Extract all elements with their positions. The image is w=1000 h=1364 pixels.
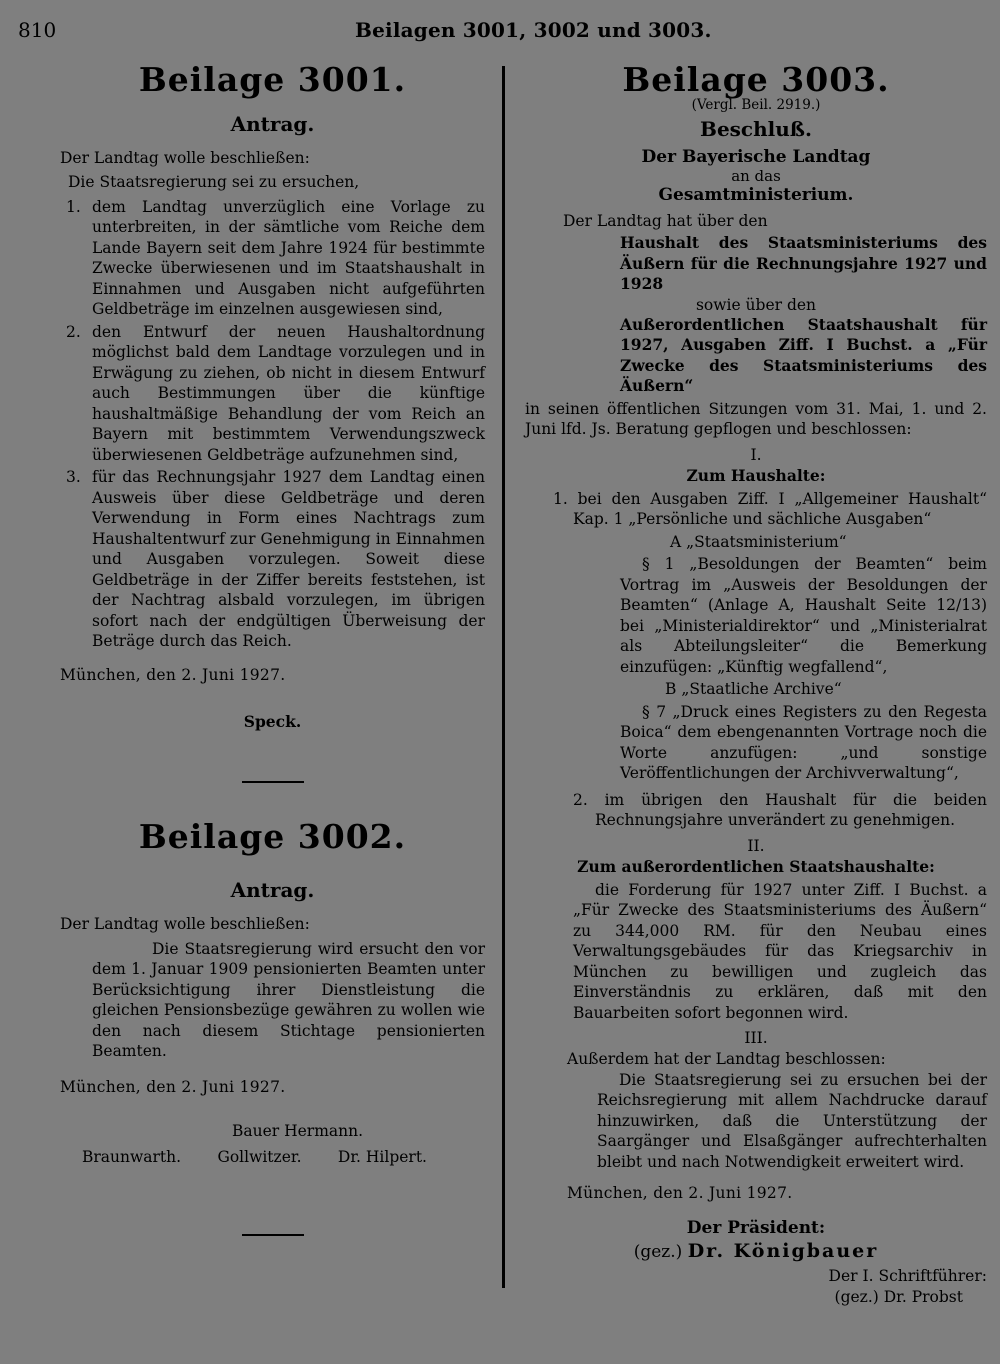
beilage-3003-item-1: 1. bei den Ausgaben Ziff. I „Allgemeiner Haushalt“ Kap. 1 „Persönliche und sächliche Ausgaben“ [553, 489, 987, 529]
section-number: II. [747, 836, 765, 855]
beilage-3002-signers [60, 1148, 485, 1166]
section-number: I. [750, 445, 762, 464]
secretary-signature: (gez.) Dr. Probst [834, 1288, 963, 1307]
beilage-3003-section-2-text: die Forderung für 1927 unter Ziff. I Buchst. a „Für Zwecke des Staatsministeriums des Äußern“ zu 344,000 RM. für den Neubau eines Verwaltungsgebäudes für das Kriegsarchiv in München zu bewilligen und zugleich das Einverständnis zu erklären, daß mit den Bauarbeiten sofort begonnen wird. [573, 880, 987, 1022]
beilage-3003-from: Der Bayerische Landtag [641, 146, 871, 167]
list-item: 1. dem Landtag unverzüglich eine Vorlage zu unterbreiten, in der sämtliche vom Reiche dem Lande Bayern seit dem Jahre 1924 für bestimmte Zwecke überwiesenen und im Staatshaushalt in Einnahmen und Ausgaben nicht aufgeführten Geldbeträge im einzelnen ausgewiesen sind, [66, 197, 485, 319]
beilage-3003-an-das: an das [731, 166, 781, 185]
beilage-3002 [60, 817, 485, 1236]
section-rule [242, 1234, 304, 1236]
list-item: 3. für das Rechnungsjahr 1927 dem Landtag einen Ausweis über diese Geldbeträge und deren Verwendung in Form eines Nachtrags zum Haushaltentwurf zur Genehmigung in Einnahmen und Ausgaben vorzulegen. Soweit diese Geldbeträge in der Ziffer bereits feststehen, ist der Nachtrag alsbald vorzulegen, im übrigen sofort nach der endgültigen Überweisung der Beträge durch das Reich. [66, 468, 485, 651]
beilage-3003-to: Gesamtministerium. [658, 184, 854, 205]
beilage-3003-para-1: § 1 „Besoldungen der Beamten“ beim Vortrag im „Ausweis der Besoldungen der Beamten“ (Anlage A, Haushalt Seite 12/13) bei „Ministerialdirektor“ und „Ministerialrat als Abteilungsleiter“ die Bemerkung einzufügen: „Künftig wegfallend“, [620, 555, 987, 676]
beilage-3003-reference: (Vergl. Beil. 2919.) [691, 96, 821, 113]
beilage-3003-sowie: sowie über den [695, 295, 817, 314]
signer-name: Dr. Hilpert. [337, 1147, 427, 1166]
beilage-3003-sub-a: A „Staatsministerium“ [670, 532, 847, 551]
beilage-3002-title: Beilage 3002. [138, 816, 407, 856]
list-item: 2. den Entwurf der neuen Haushaltordnung möglichst bald dem Landtage vorzulegen und in Erwägung zu ziehen, ob nicht in diesem Entwurf auch Bestimmungen über die künftige haushaltmäßige Behandlung der vom Reich an Bayern mit bestimmtem Verwendungszweck überwiesenen Geldbeträge aufzunehmen sind, [66, 322, 485, 464]
section-title: Zum außerordentlichen Staatshaushalte: [577, 856, 935, 876]
beilage-3001 [60, 60, 485, 783]
signer-name: Gollwitzer. [217, 1147, 302, 1166]
president-title: Der Präsident: [686, 1218, 826, 1239]
beilage-3003-section-3-text: Die Staatsregierung sei zu ersuchen bei der Reichsregierung mit allem Nachdrucke darauf hinzuwirken, daß die Unterstützung der Saargänger und Elsaßgänger aufrechterhalten bleibt und nach Notwendigkeit erweitert wird. [597, 1070, 987, 1171]
column-divider [502, 66, 505, 1288]
beilage-3003-sitzungen: in seinen öffentlichen Sitzungen vom 31. Mai, 1. und 2. Juni lfd. Js. Beratung gepflogen und beschlossen: [525, 399, 987, 439]
beilage-3003-section-3-intro: Außerdem hat der Landtag beschlossen: [567, 1050, 886, 1069]
beilage-3002-signer-main: Bauer Hermann. [231, 1121, 364, 1140]
beilage-3002-intro: Der Landtag wolle beschließen: [60, 915, 310, 934]
beilage-3002-body: Die Staatsregierung wird ersucht den vor dem 1. Januar 1909 pensionierten Beamten unter Berücksichtigung ihrer Dienstleistung die gleichen Pensionsbezüge gewähren zu wollen wie den nach diesem Stichtage pensionierten Beamten. [92, 939, 485, 1061]
section-rule [242, 781, 304, 783]
beilage-3003-haushalt: Haushalt des Staatsministeriums des Äußern für die Rechnungsjahre 1927 und 1928 [620, 233, 987, 294]
beilage-3001-list [60, 197, 485, 652]
beilage-3002-date: München, den 2. Juni 1927. [60, 1077, 286, 1096]
beilage-3001-lead: Die Staatsregierung sei zu ersuchen, [68, 173, 360, 192]
beilage-3001-intro: Der Landtag wolle beschließen: [60, 148, 310, 167]
president-signature: (gez.) Dr. Königbauer [633, 1240, 879, 1263]
beilage-3003-ausserordentlich: Außerordentlichen Staatshaushalt für 1927, Ausgaben Ziff. I Buchst. a „Für Zwecke des Staatsministeriums des Äußern“ [620, 314, 987, 396]
beilage-3001-signer: Speck. [243, 711, 302, 731]
running-header: Beilagen 3001, 3002 und 3003. [355, 18, 712, 42]
page-number: 810 [18, 18, 57, 42]
left-column [60, 56, 485, 1236]
beilage-3003-intro: Der Landtag hat über den [563, 211, 768, 230]
section-title: Zum Haushalte: [686, 465, 826, 485]
beilage-3003-heading: Beschluß. [700, 116, 812, 141]
section-number: III. [744, 1029, 768, 1048]
right-column [525, 56, 987, 1308]
signer-name: Braunwarth. [82, 1147, 182, 1166]
beilage-3001-title: Beilage 3001. [138, 60, 407, 99]
beilage-3003-date: München, den 2. Juni 1927. [567, 1184, 793, 1203]
beilage-3003-item-2: 2. im übrigen den Haushalt für die beiden Rechnungsjahre unverändert zu genehmigen. [573, 790, 987, 830]
beilage-3003-sub-b: B „Staatliche Archive“ [665, 680, 842, 699]
beilage-3003-title: Beilage 3003. [622, 60, 890, 99]
beilage-3002-heading: Antrag. [230, 878, 315, 903]
beilage-3001-date: München, den 2. Juni 1927. [60, 665, 286, 684]
secretary-title: Der I. Schriftführer: [828, 1267, 987, 1286]
beilage-3003 [525, 60, 987, 1308]
beilage-3001-heading: Antrag. [230, 111, 315, 136]
beilage-3003-para-7: § 7 „Druck eines Registers zu den Regesta Boica“ dem ebengenannten Vortrage noch die Worte anzufügen: „und sonstige Veröffentlichungen der Archivverwaltung“, [620, 702, 987, 783]
